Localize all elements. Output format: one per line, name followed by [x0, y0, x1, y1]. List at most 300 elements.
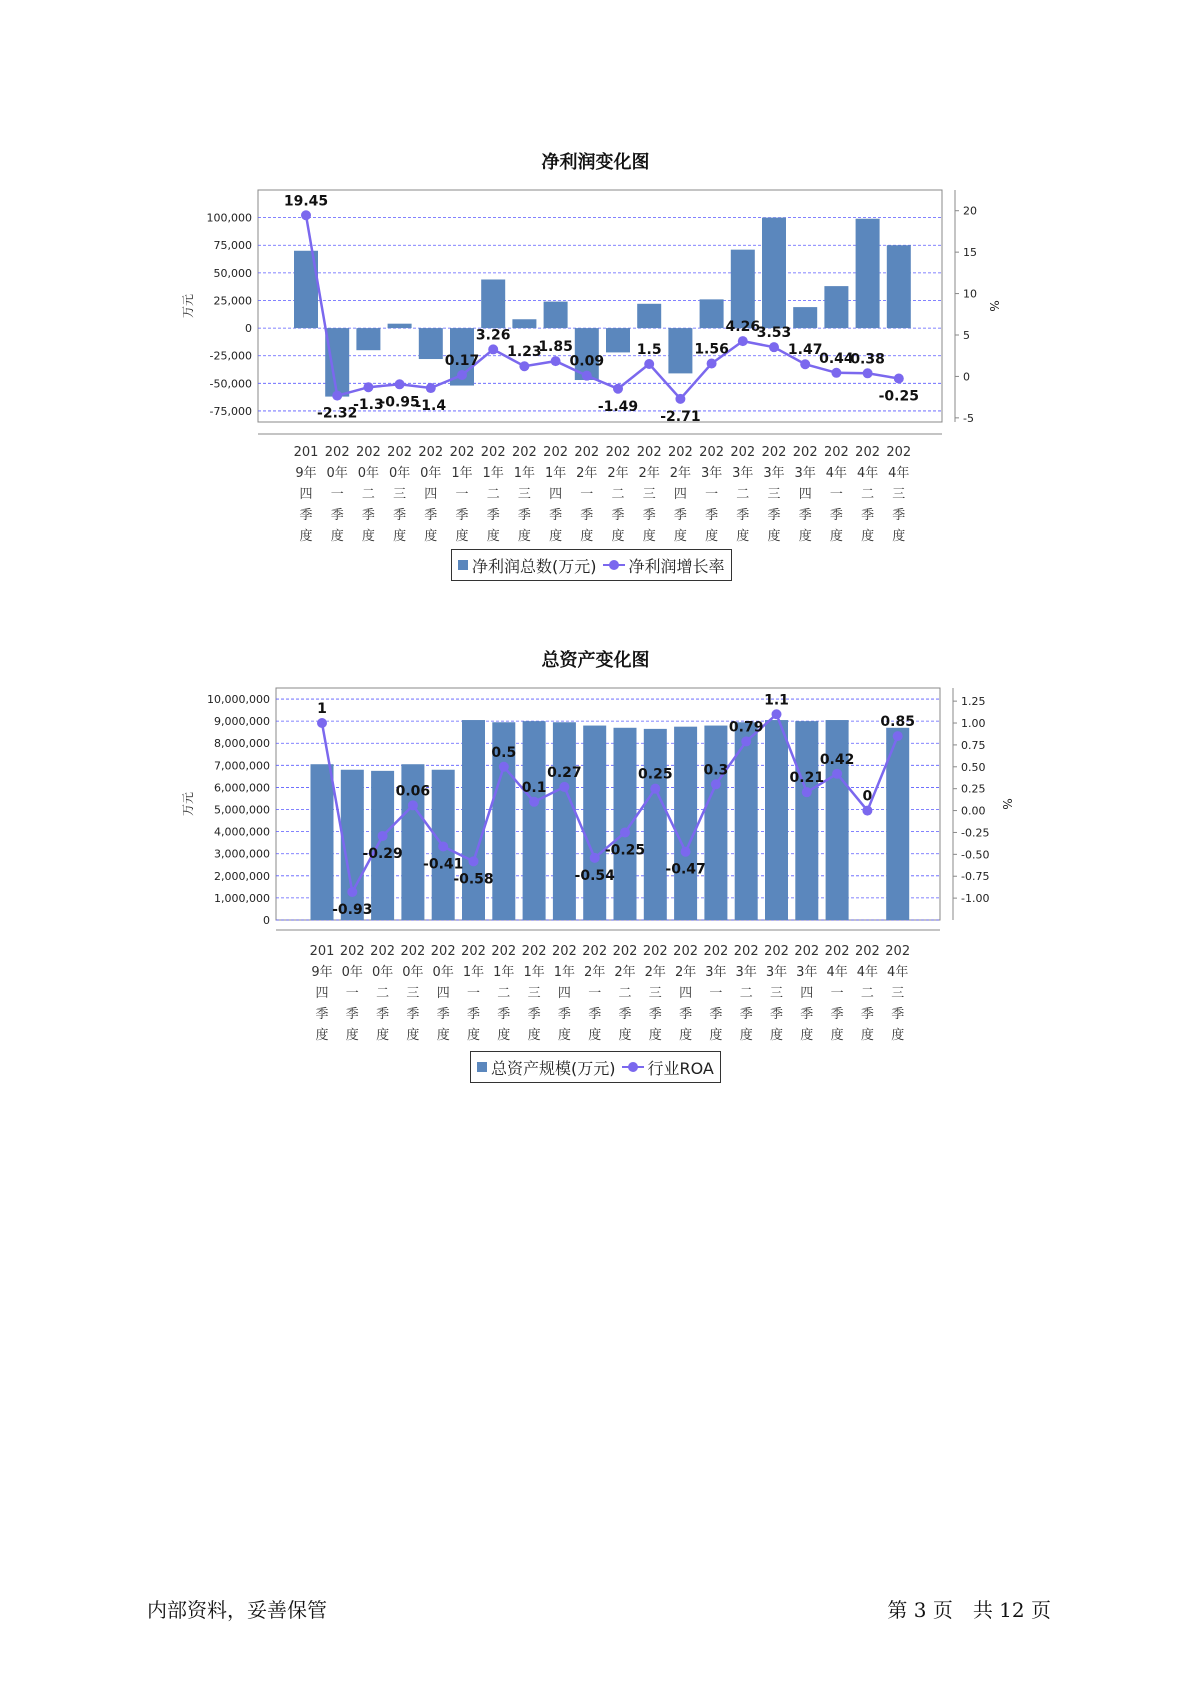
x-tick-label: 一 [466, 986, 481, 1001]
x-tick-label: 4年 [887, 965, 909, 980]
x-tick-label: 2年 [674, 965, 697, 980]
x-tick-label: 0年 [371, 965, 394, 980]
data-label: -0.47 [665, 861, 706, 878]
line-point [620, 827, 630, 837]
x-tick-label: 季 [861, 508, 875, 523]
y2-tick-label: 0.75 [961, 738, 986, 752]
x-tick-label: 季 [299, 508, 313, 523]
x-tick-label: 202 [387, 445, 413, 460]
x-tick-label: 0年 [432, 965, 454, 980]
x-tick-label: 二 [376, 986, 390, 1001]
x-tick-label: 度 [393, 529, 407, 544]
x-tick-label: 202 [543, 445, 569, 460]
data-label: -0.25 [878, 388, 919, 405]
data-label: -0.58 [453, 871, 494, 888]
bar [523, 721, 546, 920]
y-tick-label: 1,000,000 [214, 891, 270, 905]
x-tick-label: 202 [582, 944, 608, 959]
bar-swatch-icon [477, 1062, 487, 1072]
y-tick-label: 0 [245, 322, 252, 336]
y2-tick-label: -1.00 [961, 892, 990, 906]
x-tick-label: 二 [618, 986, 632, 1001]
x-tick-label: 202 [491, 944, 517, 959]
x-tick-label: 三 [642, 487, 656, 502]
x-tick-label: 季 [345, 1007, 359, 1022]
data-label: 1.85 [538, 339, 573, 356]
x-tick-label: 季 [455, 508, 469, 523]
x-tick-label: 201 [293, 445, 319, 460]
bar [674, 727, 697, 920]
x-tick-label: 202 [480, 445, 506, 460]
y2-tick-label: 0.50 [961, 760, 986, 774]
x-tick-label: 3年 [700, 466, 723, 481]
line-point [862, 806, 872, 816]
x-tick-label: 202 [449, 445, 475, 460]
x-tick-label: 季 [361, 508, 375, 523]
x-tick-label: 季 [648, 1007, 662, 1022]
x-tick-label: 1年 [451, 466, 473, 481]
x-tick-label: 季 [517, 508, 531, 523]
x-tick-label: 202 [574, 445, 600, 460]
x-tick-label: 一 [830, 986, 844, 1001]
y-tick-label: 10,000,000 [207, 693, 270, 707]
y-axis-label: 万元 [181, 791, 195, 817]
line-point [650, 784, 660, 794]
x-tick-label: 季 [892, 508, 906, 523]
x-tick-label: 季 [580, 508, 594, 523]
x-tick-label: 季 [315, 1007, 329, 1022]
x-tick-label: 季 [891, 1007, 905, 1022]
y-tick-label: 100,000 [206, 211, 252, 225]
line-swatch-icon [622, 1062, 644, 1072]
x-tick-label: 2年 [644, 965, 666, 980]
y-tick-label: -50,000 [209, 377, 252, 391]
x-tick-label: 季 [424, 508, 438, 523]
y2-tick-label: 15 [963, 246, 977, 260]
x-tick-label: 三 [891, 986, 905, 1001]
x-tick-label: 度 [330, 529, 344, 544]
x-tick-label: 二 [497, 986, 511, 1001]
line-point [741, 736, 751, 746]
x-tick-label: 度 [736, 529, 750, 544]
x-tick-label: 0年 [357, 466, 380, 481]
x-tick-label: 4年 [888, 466, 910, 481]
x-tick-label: 季 [829, 508, 843, 523]
x-tick-label: 二 [361, 487, 375, 502]
data-label: -0.93 [332, 901, 373, 918]
x-tick-label: 度 [424, 529, 438, 544]
line-point [590, 853, 600, 863]
x-tick-label: 度 [557, 1028, 571, 1043]
x-tick-label: 0年 [326, 466, 348, 481]
y-tick-label: 7,000,000 [214, 759, 270, 773]
x-tick-label: 度 [455, 529, 469, 544]
bar [704, 726, 727, 920]
y2-tick-label: -0.50 [961, 848, 990, 862]
data-label: 1.47 [787, 342, 823, 359]
x-tick-label: 度 [861, 529, 875, 544]
x-tick-label: 度 [860, 1028, 874, 1043]
x-tick-label: 202 [521, 944, 547, 959]
x-tick-label: 季 [800, 1007, 814, 1022]
x-tick-label: 季 [588, 1007, 602, 1022]
x-tick-label: 202 [642, 944, 668, 959]
x-tick-label: 202 [854, 944, 880, 959]
x-tick-label: 202 [430, 944, 456, 959]
x-tick-label: 季 [486, 508, 500, 523]
x-tick-label: 二 [611, 487, 625, 502]
legend-bar-label: 净利润总数(万元) [472, 556, 597, 576]
x-tick-label: 一 [345, 986, 359, 1001]
x-tick-label: 202 [324, 445, 350, 460]
y2-tick-label: 1.25 [961, 695, 986, 709]
x-tick-label: 0年 [341, 965, 363, 980]
x-tick-label: 三 [527, 986, 541, 1001]
line-point [772, 709, 782, 719]
x-tick-label: 季 [739, 1007, 753, 1022]
x-tick-label: 度 [361, 529, 375, 544]
data-label: 0.06 [395, 783, 431, 800]
bar [644, 729, 667, 920]
data-label: 0.5 [491, 744, 517, 761]
x-tick-label: 2年 [638, 466, 660, 481]
x-tick-label: 度 [497, 1028, 511, 1043]
x-tick-label: 度 [406, 1028, 420, 1043]
x-tick-label: 度 [588, 1028, 602, 1043]
x-tick-label: 季 [705, 508, 719, 523]
data-label: 0.42 [819, 751, 855, 768]
line-point [711, 779, 721, 789]
chart2-legend [470, 1051, 721, 1083]
x-tick-label: 季 [436, 1007, 450, 1022]
x-tick-label: 度 [891, 1028, 905, 1043]
x-tick-label: 度 [642, 529, 656, 544]
chart1-title: 净利润变化图 [541, 152, 650, 173]
x-tick-label: 1年 [553, 965, 576, 980]
x-tick-label: 一 [588, 986, 602, 1001]
line-point [469, 856, 479, 866]
line-point [438, 841, 448, 851]
x-tick-label: 四 [679, 986, 693, 1001]
x-tick-label: 202 [855, 445, 881, 460]
x-tick-label: 度 [679, 1028, 693, 1043]
line-point [499, 762, 509, 772]
x-tick-label: 度 [466, 1028, 481, 1043]
legend-line-label: 行业ROA [647, 1058, 714, 1078]
data-label: 4.26 [725, 319, 761, 336]
x-tick-label: 202 [418, 445, 444, 460]
y2-tick-label: 10 [963, 287, 977, 301]
x-tick-label: 2年 [607, 466, 629, 481]
line-point [802, 787, 812, 797]
line-point [317, 718, 327, 728]
data-label: -1.3 [353, 397, 384, 414]
bar [614, 728, 637, 920]
x-tick-label: 季 [611, 508, 625, 523]
x-tick-label: 2年 [614, 965, 636, 980]
data-label: 1.56 [694, 341, 729, 358]
data-label: 19.45 [283, 193, 329, 210]
line-point [378, 831, 388, 841]
x-tick-label: 季 [709, 1007, 723, 1022]
x-tick-label: 度 [315, 1028, 329, 1043]
x-tick-label: 1年 [544, 466, 567, 481]
data-label: -0.25 [604, 842, 646, 859]
x-tick-label: 一 [330, 487, 344, 502]
x-tick-label: 二 [739, 986, 753, 1001]
x-tick-label: 四 [436, 986, 450, 1001]
y-tick-label: 75,000 [213, 239, 252, 253]
x-tick-label: 季 [642, 508, 656, 523]
x-tick-label: 202 [636, 445, 662, 460]
y-tick-label: 2,000,000 [214, 869, 270, 883]
line-point [559, 782, 569, 792]
x-tick-label: 三 [517, 487, 531, 502]
y-tick-label: 25,000 [213, 294, 252, 308]
data-label: 0.38 [850, 351, 885, 368]
x-tick-label: 四 [800, 986, 814, 1001]
line-point [681, 847, 691, 857]
x-tick-label: 202 [794, 944, 820, 959]
y-tick-label: 50,000 [213, 266, 252, 280]
x-tick-label: 度 [527, 1028, 541, 1043]
x-tick-label: 四 [299, 487, 313, 502]
x-tick-label: 3年 [732, 466, 754, 481]
x-tick-label: 二 [861, 487, 875, 502]
x-tick-label: 季 [767, 508, 781, 523]
x-tick-label: 季 [679, 1007, 693, 1022]
y-tick-label: -25,000 [209, 349, 252, 363]
x-tick-label: 度 [376, 1028, 390, 1043]
x-tick-label: 202 [885, 944, 911, 959]
y2-tick-label: -0.75 [961, 870, 990, 884]
x-tick-label: 度 [618, 1028, 632, 1043]
line-point [529, 797, 539, 807]
y-tick-label: 0 [263, 914, 270, 927]
y2-axis-label: % [987, 300, 1001, 312]
x-tick-label: 季 [673, 508, 687, 523]
x-tick-label: 202 [370, 944, 396, 959]
data-label: 0.3 [703, 762, 729, 779]
x-tick-label: 度 [798, 529, 812, 544]
x-tick-label: 三 [769, 986, 784, 1001]
x-tick-label: 一 [580, 487, 594, 502]
y2-tick-label: 20 [963, 204, 977, 218]
x-tick-label: 度 [767, 529, 781, 544]
x-tick-label: 三 [892, 487, 906, 502]
x-tick-label: 季 [376, 1007, 390, 1022]
x-tick-label: 度 [648, 1028, 662, 1043]
x-tick-label: 四 [798, 487, 812, 502]
x-tick-label: 202 [886, 445, 912, 460]
x-tick-label: 202 [823, 445, 849, 460]
x-tick-label: 季 [393, 508, 407, 523]
x-tick-label: 202 [703, 944, 729, 959]
x-tick-label: 度 [769, 1028, 784, 1043]
x-tick-label: 3年 [794, 466, 816, 481]
data-label: 0.44 [819, 350, 854, 367]
bar [795, 721, 818, 920]
x-tick-label: 度 [517, 529, 531, 544]
x-tick-label: 度 [580, 529, 594, 544]
x-tick-label: 4年 [825, 466, 848, 481]
bar [826, 720, 849, 920]
x-tick-label: 三 [393, 487, 407, 502]
data-label: 0.79 [728, 719, 764, 736]
data-label: 1.23 [507, 344, 542, 361]
x-tick-label: 202 [605, 445, 631, 460]
x-tick-label: 度 [611, 529, 625, 544]
x-tick-label: 一 [455, 487, 469, 502]
x-tick-label: 二 [486, 487, 500, 502]
x-tick-label: 季 [406, 1007, 420, 1022]
x-tick-label: 202 [339, 944, 365, 959]
x-tick-label: 4年 [856, 466, 879, 481]
data-label: -2.71 [660, 408, 701, 425]
data-label: 0.1 [521, 779, 547, 796]
x-tick-label: 202 [355, 445, 381, 460]
x-tick-label: 一 [829, 487, 843, 502]
x-tick-label: 1年 [513, 466, 536, 481]
data-label: 0 [862, 788, 873, 805]
x-tick-label: 二 [860, 986, 874, 1001]
x-tick-label: 202 [667, 445, 693, 460]
x-tick-label: 度 [709, 1028, 723, 1043]
y-tick-label: 6,000,000 [214, 781, 270, 795]
x-tick-label: 3年 [705, 965, 727, 980]
y2-tick-label: 0 [963, 370, 970, 384]
x-tick-label: 一 [705, 487, 719, 502]
y-tick-label: 5,000,000 [214, 803, 270, 817]
x-tick-label: 1年 [523, 965, 545, 980]
x-tick-label: 202 [761, 445, 787, 460]
x-tick-label: 度 [486, 529, 500, 544]
y-tick-label: 9,000,000 [214, 715, 270, 729]
x-tick-label: 4年 [826, 965, 848, 980]
x-tick-label: 三 [648, 986, 662, 1001]
y2-tick-label: 0.00 [961, 804, 986, 818]
x-tick-label: 季 [830, 1007, 844, 1022]
data-label: 0.25 [638, 766, 673, 783]
y-tick-label: 8,000,000 [214, 737, 270, 751]
x-tick-label: 度 [739, 1028, 753, 1043]
x-tick-label: 2年 [669, 466, 692, 481]
data-label: -1.49 [597, 398, 639, 415]
x-tick-label: 季 [549, 508, 563, 523]
x-tick-label: 0年 [388, 466, 411, 481]
x-tick-label: 1年 [482, 466, 504, 481]
x-tick-label: 季 [860, 1007, 874, 1022]
x-tick-label: 季 [736, 508, 750, 523]
y2-tick-label: 1.00 [961, 717, 986, 731]
y-tick-label: 3,000,000 [214, 847, 270, 861]
x-tick-label: 3年 [796, 965, 818, 980]
x-tick-label: 季 [798, 508, 812, 523]
x-tick-label: 度 [830, 1028, 844, 1043]
x-tick-label: 度 [892, 529, 906, 544]
x-tick-label: 202 [699, 445, 725, 460]
data-label: -0.41 [423, 856, 464, 873]
x-tick-label: 201 [309, 944, 335, 959]
x-tick-label: 202 [461, 944, 486, 959]
x-tick-label: 度 [705, 529, 719, 544]
x-tick-label: 1年 [462, 965, 485, 980]
y-tick-label: 4,000,000 [214, 825, 270, 839]
y2-tick-label: -0.25 [961, 826, 990, 840]
x-tick-label: 2年 [576, 466, 598, 481]
x-tick-label: 202 [824, 944, 850, 959]
bar [583, 726, 606, 920]
x-tick-label: 9年 [311, 965, 333, 980]
x-tick-label: 三 [406, 986, 420, 1001]
footer-page-number: 第 3 页 共 12 页 [887, 1598, 1051, 1622]
x-tick-label: 202 [764, 944, 789, 959]
x-tick-label: 季 [497, 1007, 511, 1022]
x-tick-label: 0年 [420, 466, 442, 481]
x-tick-label: 度 [345, 1028, 359, 1043]
x-tick-label: 1年 [493, 965, 515, 980]
x-tick-label: 202 [733, 944, 759, 959]
x-tick-label: 202 [612, 944, 638, 959]
y2-tick-label: 5 [963, 329, 970, 342]
x-tick-label: 一 [709, 986, 723, 1001]
x-tick-label: 9年 [295, 466, 317, 481]
x-tick-label: 四 [315, 986, 329, 1001]
data-label: 1 [317, 701, 327, 718]
x-tick-label: 202 [551, 944, 577, 959]
footer-confidential-note: 内部资料，妥善保管 [147, 1598, 327, 1622]
x-tick-label: 202 [792, 445, 818, 460]
y2-tick-label: -5 [963, 411, 974, 425]
bar [765, 720, 788, 920]
data-label: 0.17 [444, 353, 480, 370]
x-tick-label: 季 [330, 508, 344, 523]
x-tick-label: 2年 [584, 965, 606, 980]
data-label: 1.5 [636, 342, 662, 358]
x-tick-label: 四 [673, 487, 687, 502]
x-tick-label: 四 [549, 487, 563, 502]
data-label: -0.95 [379, 394, 420, 411]
line-point [832, 769, 842, 779]
x-tick-label: 度 [829, 529, 843, 544]
legend-bar-label: 总资产规模(万元) [491, 1058, 616, 1078]
data-label: 1.1 [764, 692, 789, 709]
data-label: -0.29 [362, 845, 403, 862]
x-tick-label: 3年 [763, 466, 785, 481]
x-tick-label: 202 [673, 944, 699, 959]
data-label: -0.54 [574, 867, 615, 884]
y2-axis-label: % [1000, 798, 1014, 810]
bar [462, 720, 485, 920]
line-point [408, 800, 418, 810]
legend-line-label: 净利润增长率 [628, 556, 725, 576]
x-tick-label: 四 [424, 487, 438, 502]
bar [553, 722, 576, 920]
x-tick-label: 度 [673, 529, 687, 544]
y-tick-label: -75,000 [209, 404, 252, 418]
data-label: 3.53 [756, 325, 792, 342]
data-label: 0.09 [569, 353, 605, 370]
x-tick-label: 度 [549, 529, 563, 544]
x-tick-label: 度 [436, 1028, 450, 1043]
x-tick-label: 202 [511, 445, 537, 460]
x-tick-label: 度 [800, 1028, 814, 1043]
x-tick-label: 二 [736, 487, 750, 502]
x-tick-label: 3年 [735, 965, 757, 980]
data-label: -2.32 [317, 405, 358, 422]
x-tick-label: 季 [769, 1007, 784, 1022]
chart2-title: 总资产变化图 [541, 650, 650, 671]
